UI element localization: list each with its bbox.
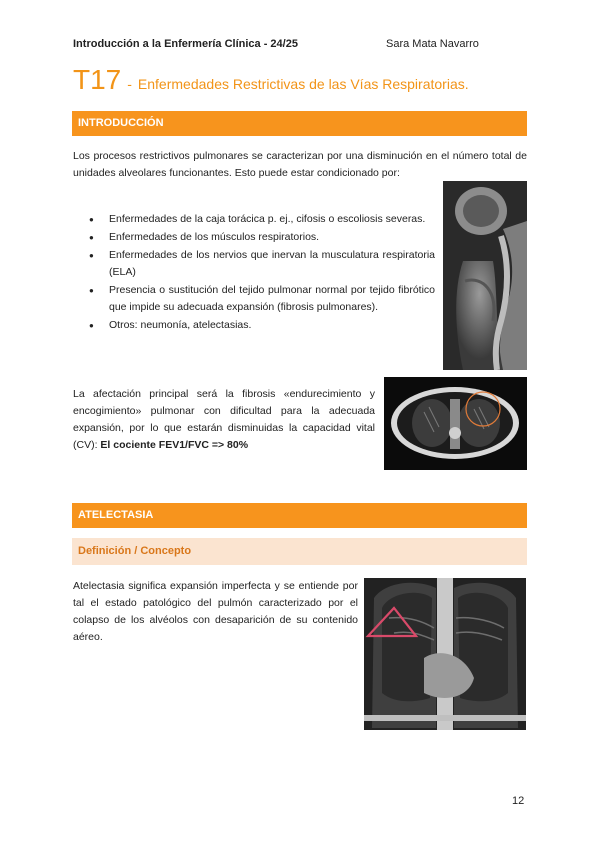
intro-paragraph-2-text: La afectación principal será la fibrosis «endurecimiento y encogimiento» pulmonar con dificultad para la adecuada expansión, por lo que estarán disminuidas la capacidad vital (CV): — [73, 388, 375, 451]
title-number: T17 — [73, 64, 122, 95]
atelectasia-paragraph — [73, 578, 358, 646]
fev1-fvc-ratio: El cociente FEV1/FVC => 80% — [100, 439, 249, 451]
header-course: Introducción a la Enfermería Clínica - 24/25 — [73, 38, 298, 50]
chest-xray-icon — [364, 578, 526, 730]
chest-xray-image — [364, 578, 526, 730]
list-item: ● Enfermedades de los nervios que inervan la musculatura respiratoria (ELA) — [73, 247, 435, 281]
list-item: ● Enfermedades de la caja torácica p. ej., cifosis o escoliosis severas. — [73, 211, 435, 228]
section-heading-atelectasia: ATELECTASIA — [72, 503, 527, 528]
chest-ct-image — [384, 377, 527, 470]
subsection-heading-definicion: Definición / Concepto — [72, 538, 527, 565]
intro-paragraph-2 — [73, 386, 375, 454]
list-item: ● Presencia o sustitución del tejido pulmonar normal por tejido fibrótico que impide su adecuada expansión (fibrosis pulmonares). — [73, 282, 435, 316]
spine-xray-image — [443, 181, 527, 370]
header-author: Sara Mata Navarro — [386, 38, 479, 50]
section-heading-introduccion: INTRODUCCIÓN — [72, 111, 527, 136]
page-title — [73, 64, 469, 96]
list-item: ● Enfermedades de los músculos respiratorios. — [73, 229, 435, 246]
intro-paragraph-1-text: Los procesos restrictivos pulmonares se caracterizan por una disminución en el número total de unidades alveolares funcionantes. Esto puede estar condicionado por: — [73, 150, 527, 179]
atelectasia-paragraph-text: Atelectasia significa expansión imperfecta y se entiende por tal el estado patológico del pulmón caracterizado por el colapso de los alvéolos con desaparición de su contenido aéreo. — [73, 580, 358, 643]
page-number: 12 — [512, 795, 525, 807]
chest-ct-icon — [384, 377, 527, 470]
title-text: Enfermedades Restrictivas de las Vías Respiratorias. — [137, 76, 469, 92]
title-dash: - — [127, 76, 132, 92]
intro-bullet-list — [73, 211, 435, 335]
list-item: ● Otros: neumonía, atelectasias. — [73, 317, 435, 334]
spine-xray-icon — [443, 181, 527, 370]
intro-paragraph-1 — [73, 148, 527, 182]
